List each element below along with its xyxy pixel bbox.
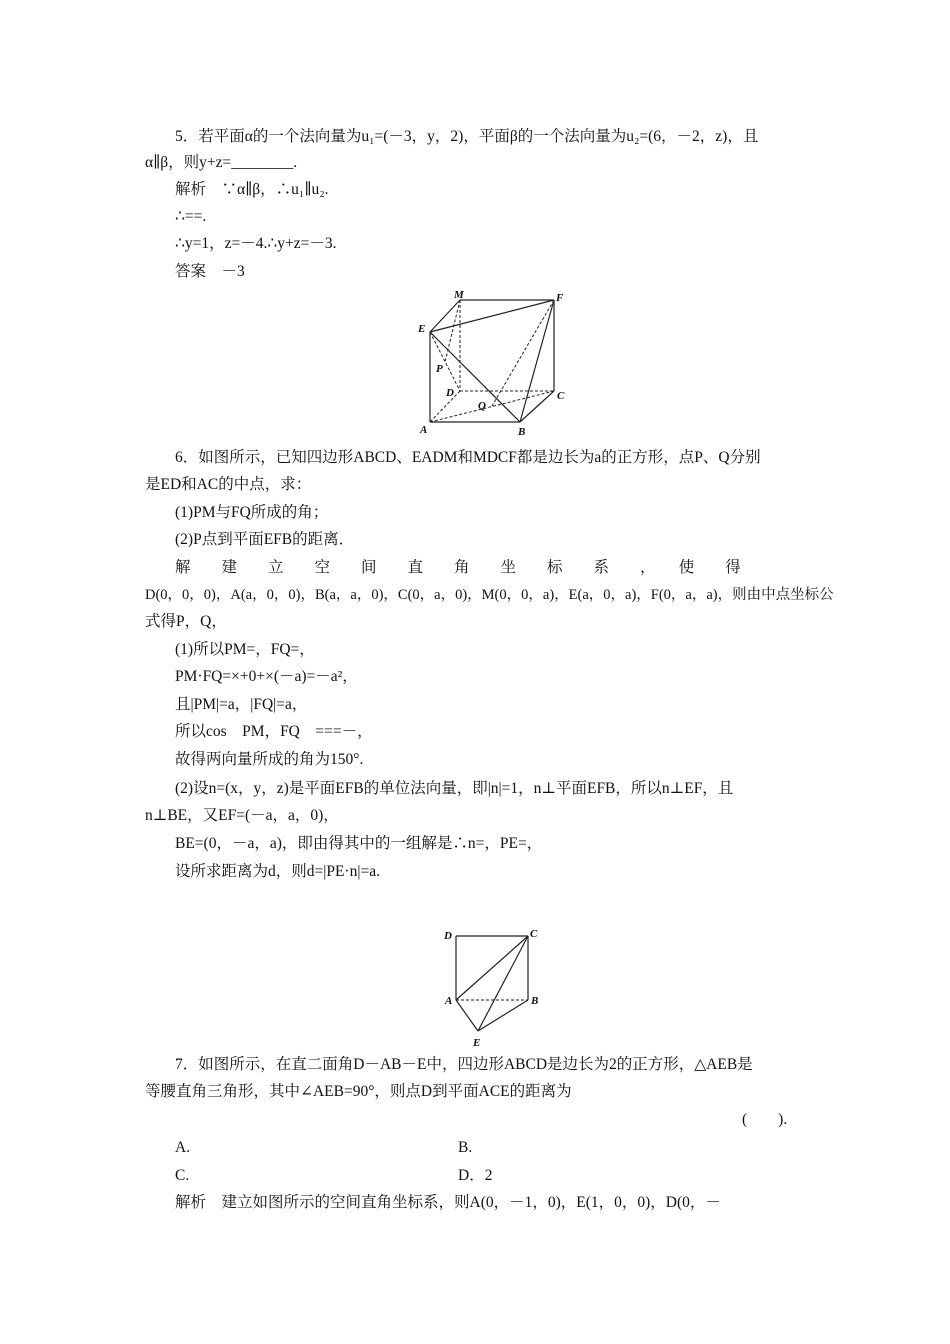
- p7-analysis: 解析 建立如图所示的空间直角坐标系，则A(0，－1，0)，E(1，0，0)，D(0，－: [175, 1194, 721, 1211]
- dihedral-figure: [440, 925, 550, 1049]
- p5-step-2: ∴y=1，z=－4.∴y+z=－3.: [175, 235, 337, 252]
- p6-part2-normal: (2)设n=(x，y，z)是平面EFB的单位法向量，即|n|=1，n⊥平面EFB，所以n⊥EF，且: [175, 780, 734, 797]
- p7-option-d: D．2: [458, 1167, 493, 1184]
- cube-label-B: B: [518, 426, 526, 438]
- fig2-label-E: E: [473, 1037, 481, 1049]
- fig2-label-D: D: [444, 930, 452, 942]
- fig2-label-A: A: [445, 995, 453, 1007]
- p6-question-2: (2)P点到平面EFB的距离．: [175, 531, 355, 548]
- p6-line-1: 6．如图所示，已知四边形ABCD、EADM和MDCF都是边长为a的正方形，点P、Q分别: [175, 449, 761, 466]
- p5-answer: 答案 －3: [175, 263, 245, 280]
- p6-magnitudes: 且|PM|=a，|FQ|=a，: [175, 696, 308, 713]
- p6-part2-ef: n⊥BE，又EF=(－a，a，0)，: [145, 807, 339, 824]
- p5-line-1: 5．若平面α的一个法向量为u₁=(－3，y，2)，平面β的一个法向量为u₂=(6，－2，z)，且: [175, 128, 759, 145]
- p6-line-2: 是ED和AC的中点，求：: [145, 476, 312, 493]
- p6-question-1: (1)PM与FQ所成的角；: [175, 504, 329, 521]
- cube-label-D: D: [446, 387, 454, 399]
- p7-option-b: B.: [458, 1139, 473, 1156]
- cube-label-P: P: [436, 363, 443, 375]
- cube-label-E: E: [418, 323, 426, 335]
- p6-distance: 设所求距离为d，则d=|PE·n|=a.: [175, 863, 380, 880]
- cube-label-Q: Q: [478, 400, 486, 412]
- p6-solution-intro: 解 建 立 空 间 直 角 坐 标 系 ， 使 得: [175, 559, 741, 576]
- p6-dot-product: PM·FQ=×+0+×(－a)=－a²，: [175, 668, 358, 685]
- p7-answer-paren: ( ).: [742, 1111, 788, 1128]
- p5-analysis: 解析 ∵α∥β，∴u₁∥u₂.: [175, 181, 329, 198]
- p5-step-1: ∴==.: [175, 208, 207, 225]
- p7-option-a: A.: [175, 1139, 191, 1156]
- fig2-label-B: B: [531, 995, 539, 1007]
- p6-angle-result: 故得两向量所成的角为150°.: [175, 751, 364, 768]
- p6-coordinates: D(0，0，0)，A(a，0，0)，B(a，a，0)，C(0，a，0)，M(0，0，a)，E(a，0，a)，F(0，a，a)，则由中点坐标公: [145, 587, 834, 603]
- p7-line-2: 等腰直角三角形，其中∠AEB=90°，则点D到平面ACE的距离为: [145, 1083, 572, 1100]
- p6-cosine: 所以cos PM，FQ ===－，: [175, 723, 373, 740]
- p7-line-1: 7．如图所示，在直二面角D－AB－E中，四边形ABCD是边长为2的正方形，△AEB是: [175, 1056, 753, 1073]
- p6-midpoints: 式得P，Q，: [145, 613, 227, 630]
- cube-label-F: F: [556, 292, 564, 304]
- p6-part2-be: BE=(0，－a，a)，即由得其中的一组解是∴n=，PE=，: [175, 835, 543, 852]
- p7-option-c: C.: [175, 1167, 190, 1184]
- cube-label-A: A: [420, 424, 428, 436]
- fig2-label-C: C: [530, 928, 538, 940]
- p5-line-2: α∥β，则y+z=________.: [145, 154, 298, 171]
- cube-figure: [412, 288, 574, 440]
- cube-label-M: M: [454, 289, 464, 301]
- p6-part1-vectors: (1)所以PM=，FQ=，: [175, 641, 315, 658]
- cube-label-C: C: [557, 390, 565, 402]
